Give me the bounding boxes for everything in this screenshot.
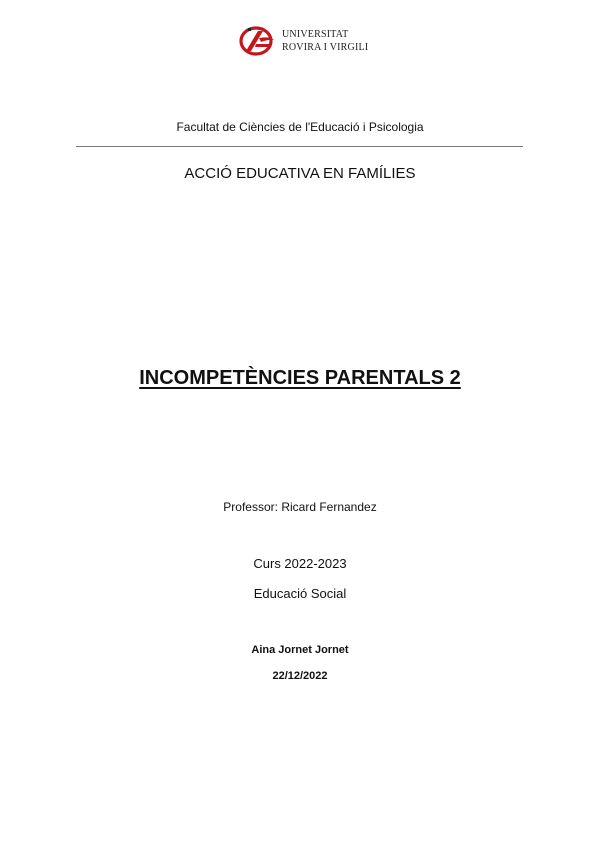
header-divider <box>76 146 523 147</box>
submission-date: 22/12/2022 <box>272 670 328 682</box>
urv-logo-icon <box>238 24 278 58</box>
university-name-line2: ROVIRA I VIRGILI <box>282 42 369 53</box>
university-name <box>282 28 368 54</box>
document-title: INCOMPETÈNCIES PARENTALS 2 <box>139 367 461 389</box>
course-title: ACCIÓ EDUCATIVA EN FAMÍLIES <box>184 165 416 182</box>
faculty-name: Facultat de Ciències de l'Educació i Psicologia <box>176 120 424 134</box>
university-name-line1: UNIVERSITAT <box>282 29 349 40</box>
university-logo <box>238 24 368 60</box>
author-name: Aina Jornet Jornet <box>251 644 349 656</box>
academic-year: Curs 2022-2023 <box>253 556 347 571</box>
professor-name: Professor: Ricard Fernandez <box>223 500 377 514</box>
degree-name: Educació Social <box>253 586 347 601</box>
